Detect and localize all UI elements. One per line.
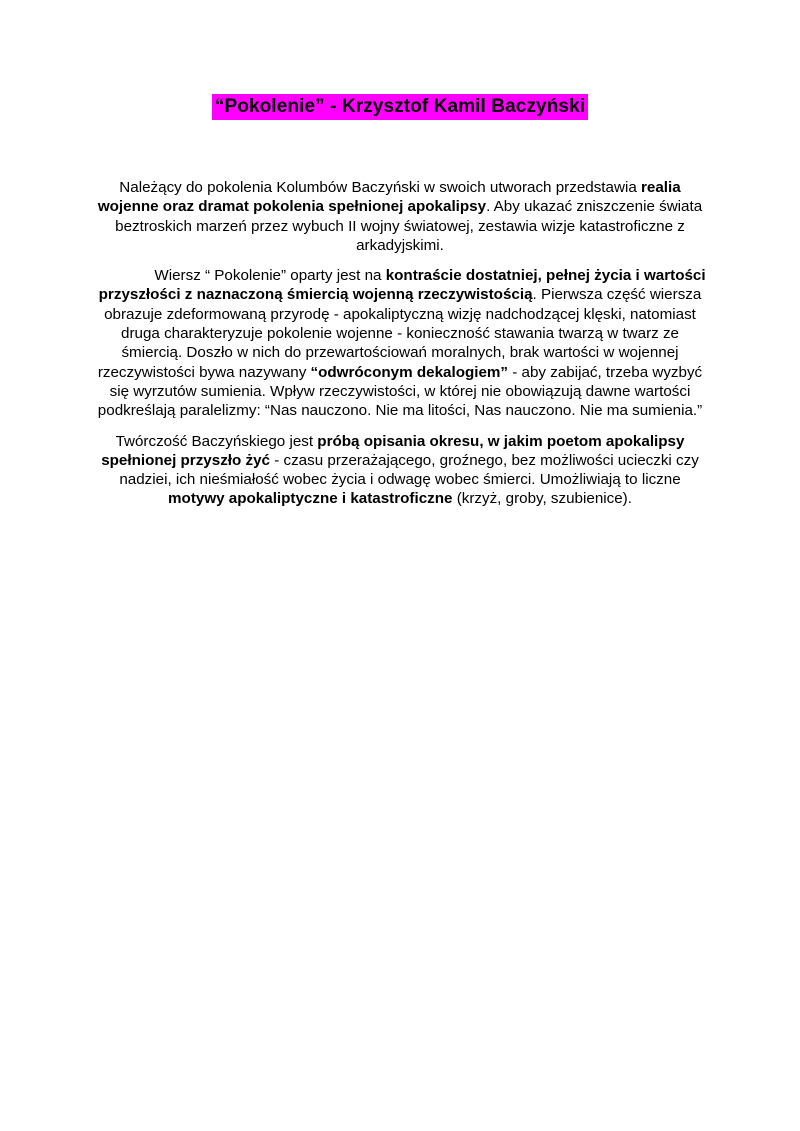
paragraph-2-text-middle: . Pierwsza część wiersza obrazuje zdeformowaną przyrodę - apokaliptyczną wizję nadchodzącej klęski, natomiast druga charakteryzuje pokolenie wojenne - konieczność stawania twarzą w twarz ze śmiercią. Doszło w nich do przewartościowań moralnych, brak wartości w wojennej rzeczywistości bywa nazywany <box>97 286 702 381</box>
paragraph-3-bold-attempt: próbą opisania okresu, w jakim poetom apokalipsy spełnionej przyszło żyć <box>101 432 685 469</box>
paragraph-3-text: Twórczość Baczyńskiego jest <box>115 432 318 450</box>
document-title: “Pokolenie” - Krzysztof Kamil Baczyński <box>212 94 588 120</box>
paragraph-3-bold-motifs: motywy apokaliptyczne i katastroficzne <box>168 490 453 508</box>
paragraph-2-bold-decalogue: “odwróconym dekalogiem” <box>310 363 509 381</box>
document-body <box>90 178 710 520</box>
paragraph-3-text-end: (krzyż, groby, szubienice). <box>452 490 632 508</box>
paragraph-1-bold-realia: realia wojenne oraz dramat pokolenia spełnionej apokalipsy <box>97 179 681 216</box>
paragraph-2-bold-contrast: kontraście dostatniej, pełnej życia i wartości przyszłości z naznaczoną śmiercią wojenną rzeczywistością <box>98 267 706 304</box>
paragraph-1-text: Należący do pokolenia Kolumbów Baczyński w swoich utworach przedstawia <box>119 179 641 196</box>
paragraph-2-text: Wiersz “ Pokolenie” oparty jest na <box>154 267 386 285</box>
paragraph-2-text-end: - aby zabijać, trzeba wyzbyć się wyrzutów sumienia. Wpływ rzeczywistości, w której nie obowiązują dawne wartości podkreślają paralelizmy: “Nas nauczono. Nie ma litości, Nas nauczono. Nie ma sumienia.” <box>97 363 703 420</box>
paragraph-3 <box>90 432 710 509</box>
paragraph-1 <box>90 178 710 255</box>
title-container <box>0 94 800 120</box>
paragraph-1-text-end: . Aby ukazać zniszczenie świata beztroskich marzeń przez wybuch II wojny światowej, zestawia wizje katastroficzne z arkadyjskimi. <box>115 198 703 254</box>
paragraph-3-text-middle: - czasu przerażającego, groźnego, bez możliwości ucieczki czy nadziei, ich nieśmiałość wobec życia i odwagę wobec śmierci. Umożliwiają to liczne <box>119 451 699 489</box>
paragraph-2 <box>90 266 710 420</box>
